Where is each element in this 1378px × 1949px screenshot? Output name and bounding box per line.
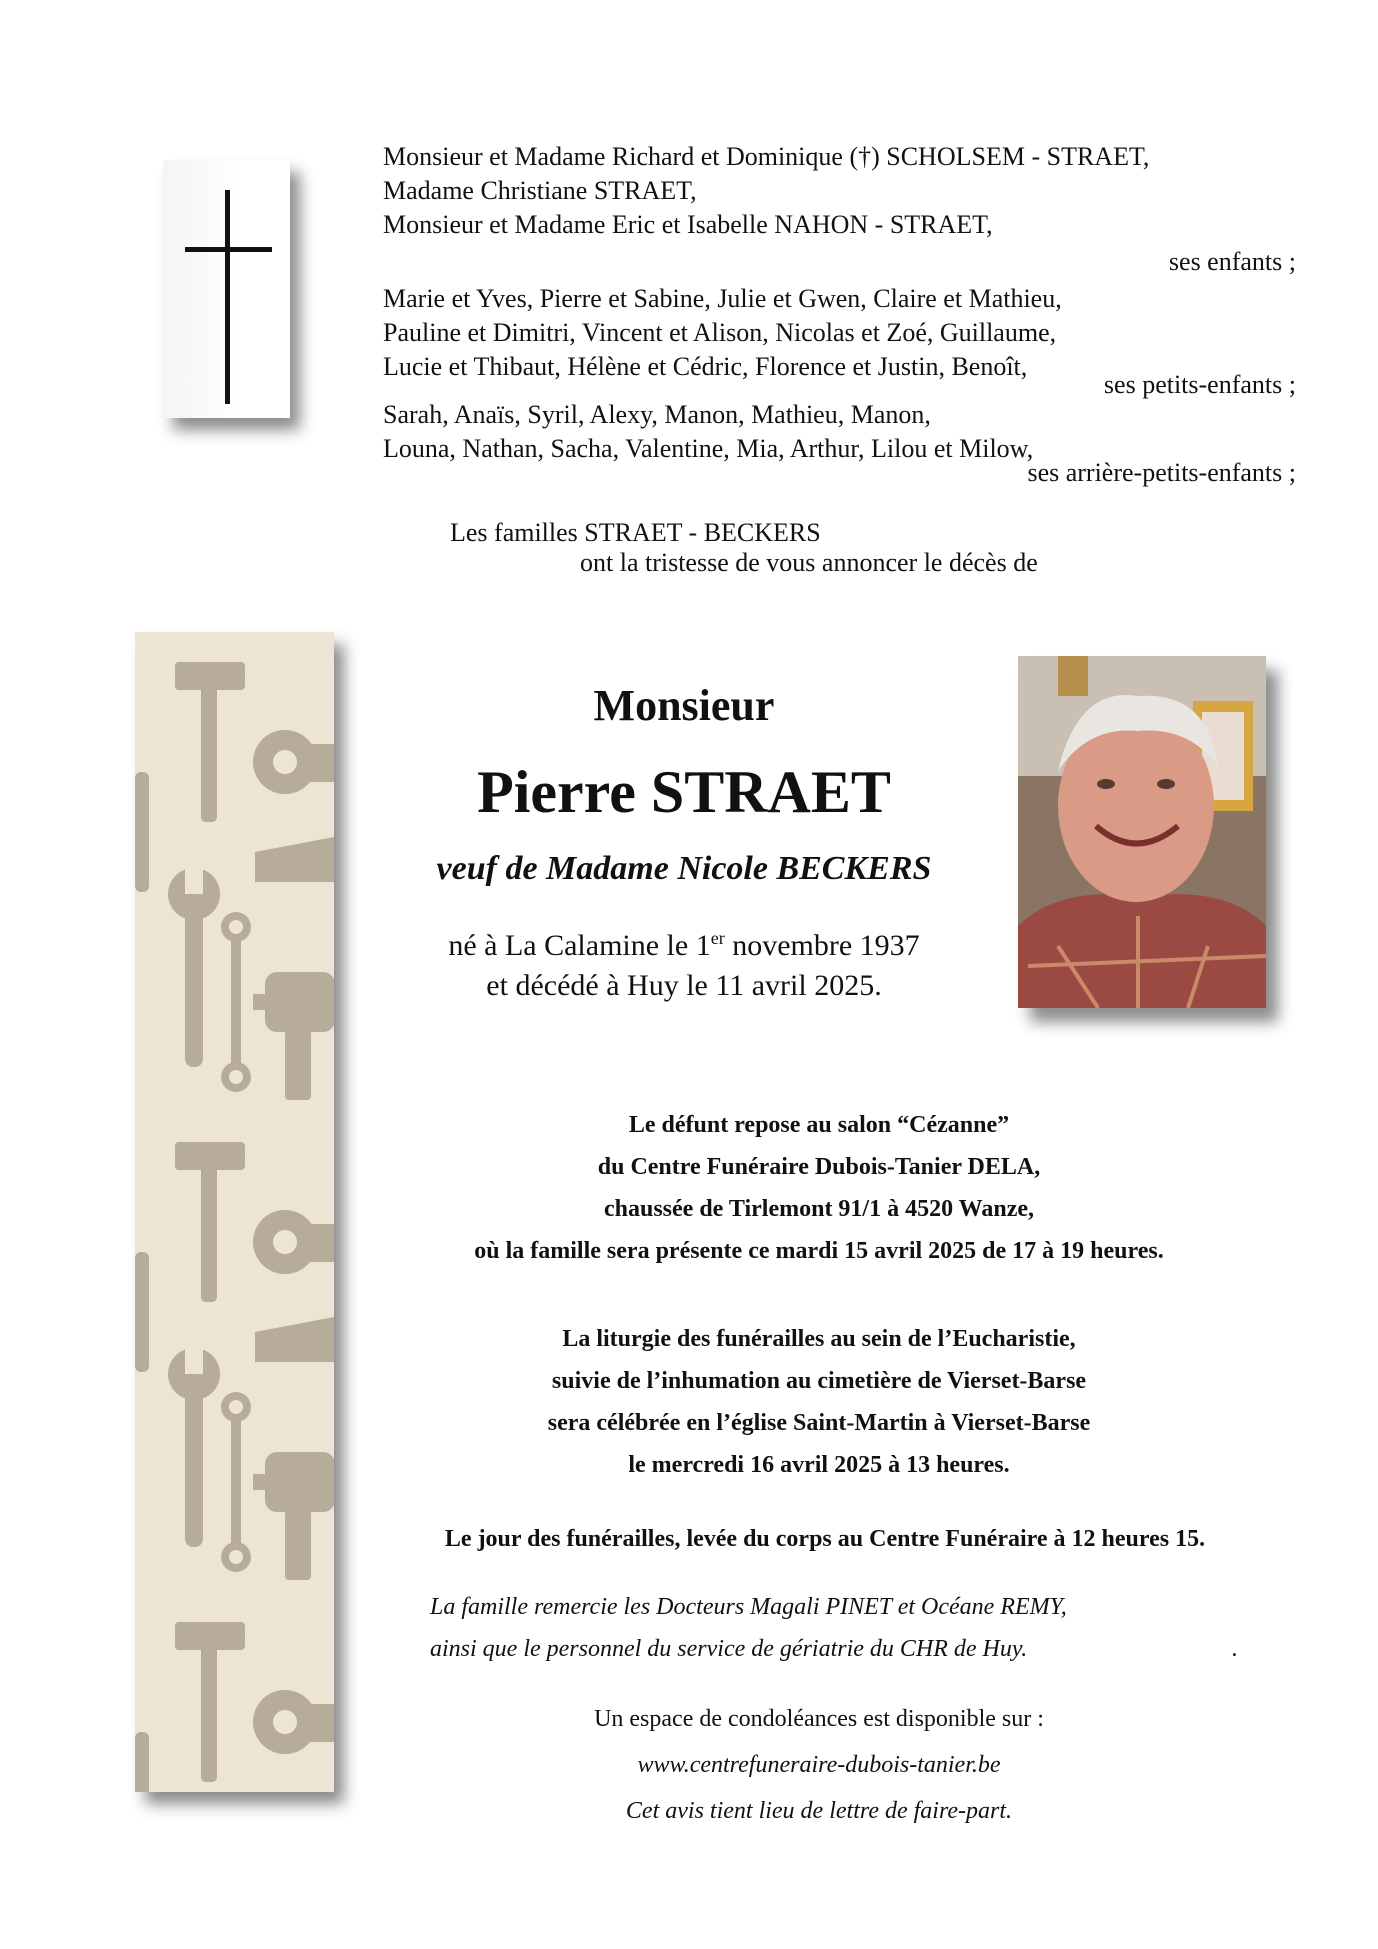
thanks-line: ainsi que le personnel du service de gériatrie du CHR de Huy. xyxy=(430,1636,1028,1662)
cross-card xyxy=(163,160,290,418)
great-grandchild-line: Sarah, Anaïs, Syril, Alexy, Manon, Mathieu, Manon, xyxy=(383,400,931,429)
thanks-trailing-dot: . xyxy=(1232,1636,1238,1662)
grandchild-line: Marie et Yves, Pierre et Sabine, Julie et Gwen, Claire et Mathieu, xyxy=(383,284,1062,313)
great-grandchildren-relation: ses arrière-petits-enfants ; xyxy=(1027,458,1296,487)
visitation-line: chaussée de Tirlemont 91/1 à 4520 Wanze, xyxy=(603,1196,1034,1222)
child-line: Monsieur et Madame Eric et Isabelle NAHON - STRAET, xyxy=(383,210,993,239)
portrait-photo xyxy=(1018,656,1266,1008)
liturgy-block xyxy=(384,1318,1254,1486)
condolences-url[interactable]: www.centrefuneraire-dubois-tanier.be xyxy=(637,1752,1001,1778)
honorific: Monsieur xyxy=(593,681,775,730)
children-list xyxy=(383,140,1149,242)
children-relation: ses enfants ; xyxy=(1168,247,1296,276)
liturgy-line: La liturgie des funérailles au sein de l’Eucharistie, xyxy=(562,1326,1076,1352)
grandchildren-relation: ses petits-enfants ; xyxy=(1103,370,1296,399)
grandchildren-list xyxy=(383,282,1062,384)
great-grandchild-line: Louna, Nathan, Sacha, Valentine, Mia, Arthur, Lilou et Milow, xyxy=(383,434,1034,463)
child-line: Madame Christiane STRAET, xyxy=(383,176,697,205)
grandchild-line: Pauline et Dimitri, Vincent et Alison, Nicolas et Zoé, Guillaume, xyxy=(383,318,1057,347)
visitation-line: Le défunt repose au salon “Cézanne” xyxy=(628,1112,1010,1138)
life-dates xyxy=(384,918,984,1006)
levee-line: Le jour des funérailles, levée du corps au Centre Funéraire à 12 heures 15. xyxy=(444,1526,1206,1552)
great-grandchildren-list xyxy=(383,398,1033,466)
deceased-name: Pierre STRAET xyxy=(477,759,891,825)
birth-line: né à La Calamine le 1er novembre 1937 xyxy=(448,928,920,962)
liturgy-line: sera célébrée en l’église Saint-Martin à Vierset-Barse xyxy=(547,1410,1091,1436)
tools-strip xyxy=(135,632,334,1792)
visitation-line: où la famille sera présente ce mardi 15 avril 2025 de 17 à 19 heures. xyxy=(474,1238,1164,1264)
condolences-intro: Un espace de condoléances est disponible sur : xyxy=(594,1706,1044,1732)
death-line: et décédé à Huy le 11 avril 2025. xyxy=(486,969,882,1002)
families-line: Les familles STRAET - BECKERS xyxy=(450,518,821,547)
announcement-line: ont la tristesse de vous annoncer le décès de xyxy=(580,548,1038,577)
child-line: Monsieur et Madame Richard et Dominique (†) SCHOLSEM - STRAET, xyxy=(383,142,1150,171)
thanks-line: La famille remercie les Docteurs Magali PINET et Océane REMY, xyxy=(430,1594,1067,1620)
liturgy-line: le mercredi 16 avril 2025 à 13 heures. xyxy=(628,1452,1010,1478)
condolences-block xyxy=(384,1696,1254,1834)
grandchild-line: Lucie et Thibaut, Hélène et Cédric, Florence et Justin, Benoît, xyxy=(383,352,1028,381)
visitation-line: du Centre Funéraire Dubois-Tanier DELA, xyxy=(597,1154,1041,1180)
faire-part-note: Cet avis tient lieu de lettre de faire-part. xyxy=(625,1798,1013,1824)
liturgy-line: suivie de l’inhumation au cimetière de Vierset-Barse xyxy=(551,1368,1087,1394)
widow-of: veuf de Madame Nicole BECKERS xyxy=(436,850,932,887)
visitation-block xyxy=(384,1104,1254,1272)
